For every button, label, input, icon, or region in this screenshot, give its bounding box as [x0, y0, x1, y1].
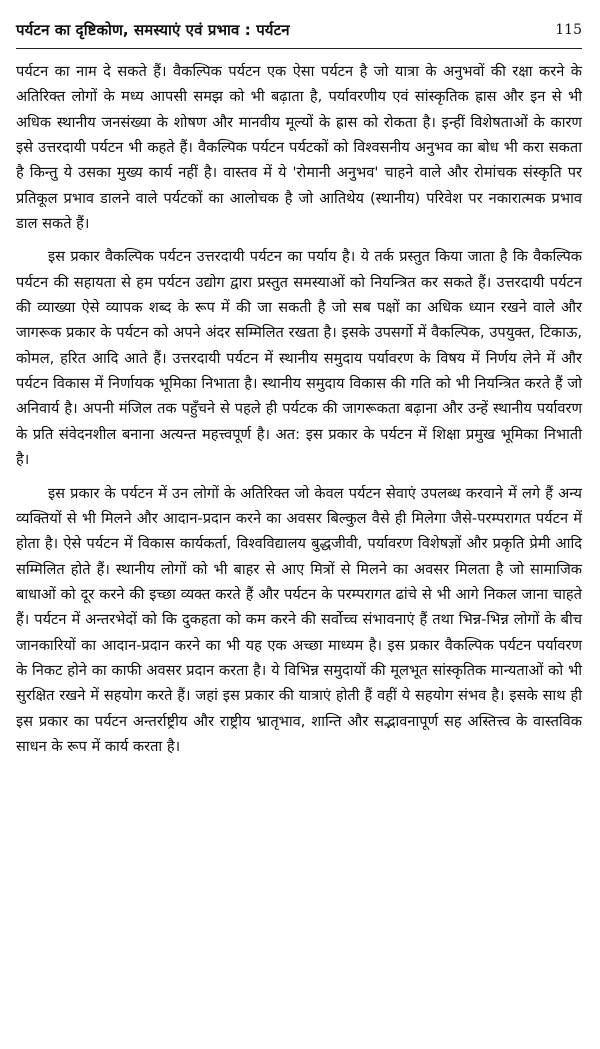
paragraph-2: इस प्रकार वैकल्पिक पर्यटन उत्तरदायी पर्यटन का पर्याय है। ये तर्क प्रस्तुत किया जाता है कि वैकल्पिक पर्यटन की सहायता से हम पर्यटन उद्योग द्वारा प्रस्तुत समस्याओं को नियन्त्रित कर सकते हैं। उत्तरदायी पर्यटन की व्याख्या ऐसे व्यापक शब्द के रूप में की जा सकती है जो सब पक्षों का अधिक ध्यान रखने वाले और जागरूक प्रकार के पर्यटन को अपने अंदर सम्मिलित रखता है। इसके उपसर्गो में वैकल्पिक, उपयुक्त, टिकाऊ, कोमल, हरित आदि आते हैं। उत्तरदायी पर्यटन में स्थानीय समुदाय पर्यावरण के विषय में निर्णय लेने में और पर्यटन विकास में निर्णायक भूमिका निभाता है। स्थानीय समुदाय विकास की गति को भी नियन्त्रित करते हैं जो अनिवार्य है। अपनी मंजिल तक पहुँचने से पहले ही पर्यटक की जागरूकता बढ़ाना और उन्हें स्थानीय पर्यावरण के प्रति संवेदनशील बनाना अत्यन्त महत्त्वपूर्ण है। अत: इस प्रकार के पर्यटन में शिक्षा प्रमुख भूमिका निभाती है।: [16, 248, 582, 469]
body-text: [16, 59, 582, 759]
running-head: पर्यटन का दृष्टिकोण, समस्याएं एवं प्रभाव : पर्यटन: [16, 21, 290, 39]
paragraph-1: पर्यटन का नाम दे सकते हैं। वैकल्पिक पर्यटन एक ऐसा पर्यटन है जो यात्रा के अनुभवों की रक्षा करने के अतिरिक्त लोगों के मध्य आपसी समझ को भी बढ़ाता है, पर्यावरणीय एवं सांस्कृतिक ह्रास और इन से भी अधिक स्थानीय जनसंख्या के शोषण और मानवीय मूल्यों के ह्रास को रोकता है। इन्हीं विशेषताओं के कारण इसे उत्तरदायी पर्यटन भी कहते हैं। वैकल्पिक पर्यटन पर्यटकों को विश्वसनीय अनुभव का बोध भी करा सकता है किन्तु ये उसका मुख्य कार्य नहीं है। वास्तव में ये 'रोमानी अनुभव' चाहने वाले और रोमांचक संस्कृति पर प्रतिकूल प्रभाव डालने वाले पर्यटकों का आलोचक है जो आतिथेय (स्थानीय) परिवेश पर नकारात्मक प्रभाव डाल सकते हैं।: [16, 63, 582, 233]
page-header: [16, 8, 582, 49]
paragraph-3: इस प्रकार के पर्यटन में उन लोगों के अतिरिक्त जो केवल पर्यटन सेवाएं उपलब्ध करवाने में लगे हैं अन्य व्यक्तियों से भी मिलने और आदान-प्रदान करने का अवसर बिल्कुल वैसे ही मिलेगा जैसे-परम्परागत पर्यटन में होता है। ऐसे पर्यटन में विकास कार्यकर्ता, विश्वविद्यालय बुद्धजीवी, पर्यावरण विशेषज्ञों और प्रकृति प्रेमी आदि सम्मिलित होते हैं। स्थानीय लोगों को भी बाहर से आए मित्रों से मिलने का अवसर मिलता है जो सामाजिक बाधाओं को दूर करने की इच्छा व्यक्त करते हैं और पर्यटन के परम्परागत ढांचे से भी आगे निकल जाना चाहते हैं। पर्यटन में अन्तरभेदों को कि दुकहता को कम करने की सर्वोच्च संभावनाएं हैं तथा भिन्न-भिन्न लोगों के बीच जानकारियों का आदान-प्रदान करने का भी यह एक अच्छा माध्यम है। इस प्रकार वैकल्पिक पर्यटन पर्यावरण के निकट होने का काफी अवसर प्रदान करता है। ये विभिन्न समुदायों की मूलभूत सांस्कृतिक मान्यताओं को भी सुरक्षित रखने में सहयोग करते हैं। जहां इस प्रकार की यात्राएं होती हैं वहीं ये सहयोग संभव है। इसके साथ ही इस प्रकार का पर्यटन अन्तर्राष्ट्रीय और राष्ट्रीय भ्रातृभाव, शान्ति और सद्भावनापूर्ण सह अस्तित्त्व के वास्तविक साधन के रूप में कार्य करता है।: [16, 484, 582, 755]
page-number: 115: [555, 22, 582, 38]
